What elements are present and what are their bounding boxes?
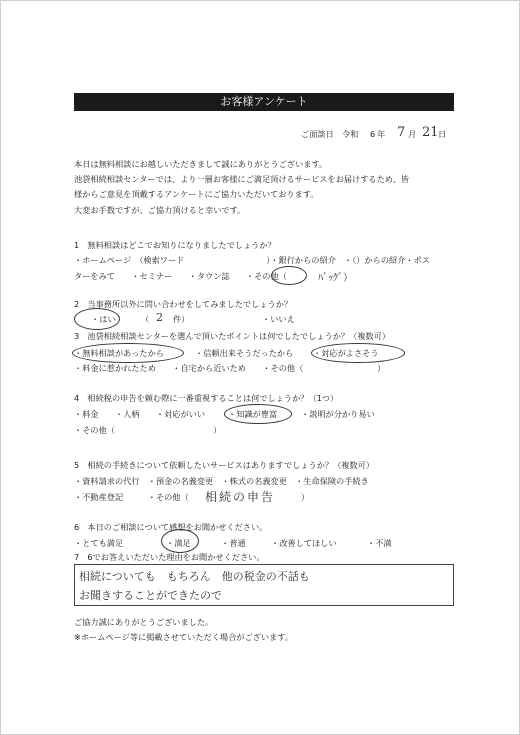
q7-question: 7 6でお答えいただいた理由をお聞かせください。 [74,552,265,562]
q6-question: 6 本日のご相談について感想をお聞かせください。 [74,522,268,532]
intro-line: 様からご意見を頂戴するアンケートにご協力いただいております。 [74,189,319,199]
q3-option-service: ・対応がよさそう [313,348,379,358]
q2-question: 2 当事務所以外に問い合わせをしてみましたでしょうか？ [74,299,293,309]
footer-note: ※ホームページ等に掲載させていただく場合がございます。 [74,632,293,642]
q5-options-line1: ・資料請求の代行 ・預金の名義変更 ・株式の名義変更 ・生命保険の手続き [74,476,369,486]
date-year-unit: 年 [377,129,386,139]
intro-line: 本日は無料相談にお越しいただきまして誠にありがとうございます。 [74,159,328,169]
q1-question: 1 無料相談はどこでお知りになりましたでしょうか？ [74,240,276,250]
q7-answer-line1: 相続についても もちろん 他の税金の不話も [79,570,310,583]
intro-line: 池袋相続相談センターでは、より一層お客様にご満足頂けるサービスをお届けするため、皆 [74,174,410,184]
footer-thanks: ご協力誠にありがとうございました。 [74,617,214,627]
q3-options-line2: ・料金に惹かれたため ・自宅から近いため ・その他（ ） [74,363,386,373]
q2-count-prefix: （ [141,314,150,324]
q4-option-explain: ・説明が分かり易い [301,409,375,419]
q4-options-a: ・料金 ・人柄 ・対応がいい [74,409,206,419]
q5-question: 5 相続の手続きについて依頼したいサービスはありますでしょうか？（複数可） [74,460,375,470]
q3-question: 3 池袋相続相談センターを選んで頂いたポイントは何でしたでしょうか？（複数可） [74,331,391,341]
q4-question: 4 相続税の申告を頼む際に一番重視することは何でしょうか？（1つ） [74,393,339,403]
date-label: ご面談日 令和 [301,129,359,139]
q2-count-suffix: 件） [173,314,190,324]
q2-no: ・いいえ [262,314,295,324]
date-year: 6 [370,129,376,139]
q6-option-improve: ・改善してほしい [271,538,337,548]
q6-option-dissatisfied: ・不満 [367,538,392,548]
intro-line: 大変お手数ですが、ご協力頂けると幸いです。 [74,205,246,215]
q3-service-circle [311,343,405,363]
survey-title: お客様アンケート [74,93,454,111]
date-month-unit: 月 [408,129,417,139]
q2-yes-circle [74,308,120,330]
date-month: 7 [397,125,406,140]
q6-option-very-satisfied: ・とても満足 [74,538,124,548]
q5-options-line2: ・不動産登記 ・その他（ [74,492,189,502]
q3-free-circle [72,343,184,363]
q2-count: 2 [156,311,163,324]
q5-line2-end: ） [301,492,310,502]
q1-other-circle [271,266,307,285]
q1-other-handwritten: ﾊﾞｯｸﾞ） [318,273,353,284]
date-day-unit: 日 [438,129,447,139]
q6-option-satisfied: ・満足 [166,538,191,548]
q3-option-trust: ・信頼出来そうだったから [195,348,294,358]
q6-satisfied-circle [161,529,199,553]
q3-option-free: ・無料相談があったから [74,348,164,358]
q1-options-line2: ターをみて ・セミナー ・タウン誌 ・その他（ [74,271,287,281]
q1-options-line1: ・ホームページ （検索ワード ）・銀行からの紹介 ・（）からの紹介・ポス [74,255,430,265]
q5-other-handwritten: 相続の申告 [205,490,276,504]
q4-knowledge-circle [224,404,292,424]
q4-options-line2: ・その他（ ） [74,425,222,435]
q6-option-normal: ・普通 [221,538,246,548]
date-day: 21 [422,125,439,140]
q4-option-knowledge: ・知識が豊富 [228,409,278,419]
q2-yes: ・はい [91,314,116,324]
q7-answer-line2: お聞きすることができたので [79,589,222,602]
